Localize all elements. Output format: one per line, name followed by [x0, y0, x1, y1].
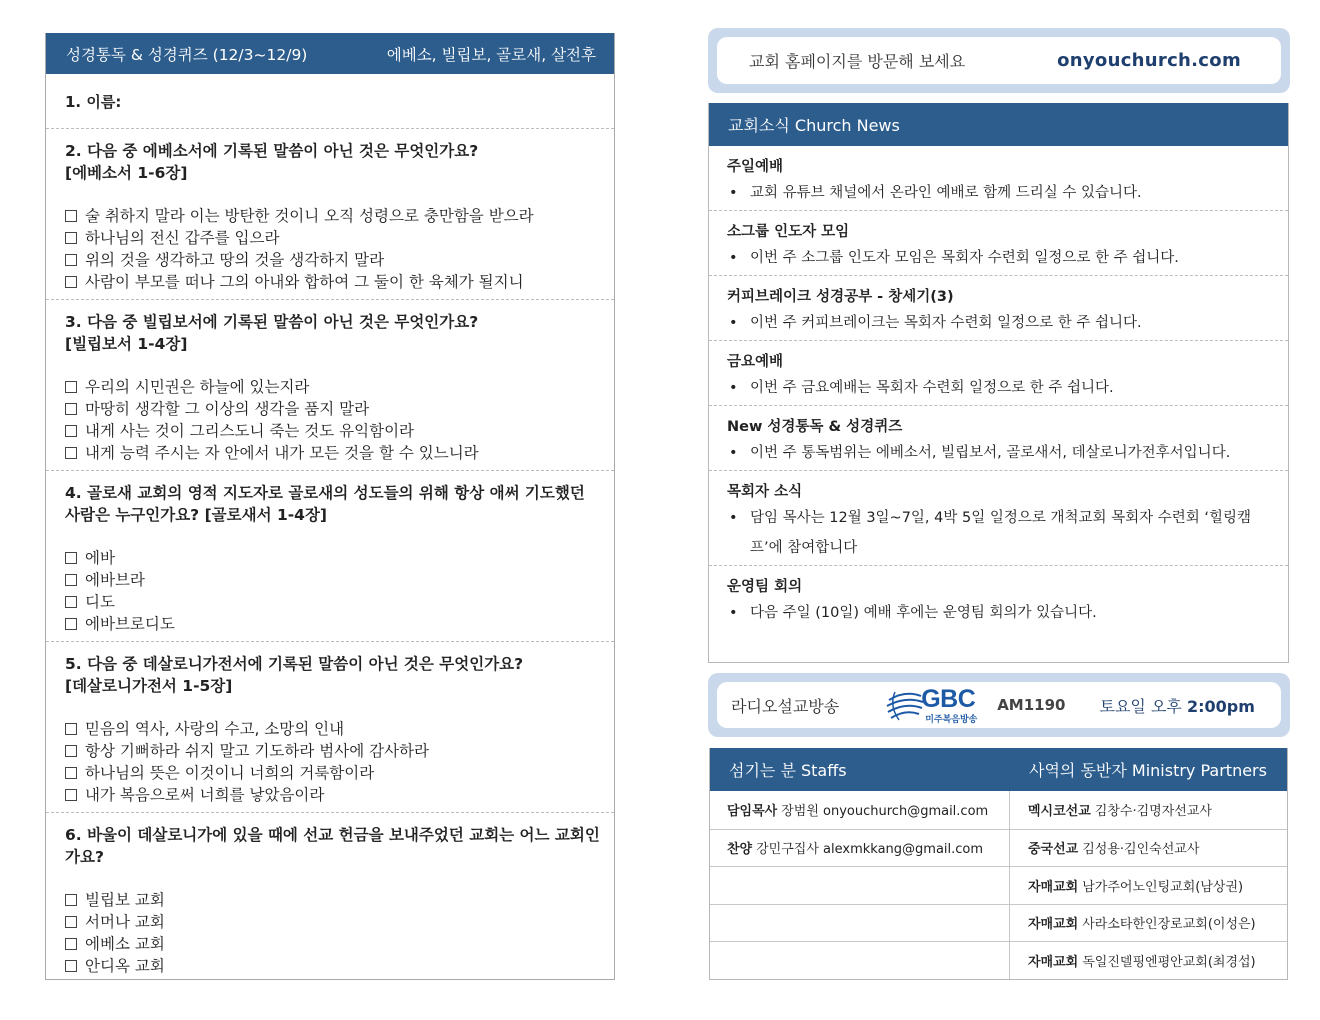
- answer-option[interactable]: [65, 205, 600, 227]
- gbc-logo-subtitle: 미주복음방송: [925, 715, 978, 725]
- partner-role: 중국선교: [1028, 842, 1079, 858]
- news-item-title: 커피브레이크 성경공부 - 창세기(3): [727, 289, 954, 305]
- bible-quiz-panel: [45, 33, 615, 980]
- checkbox-icon[interactable]: [65, 960, 77, 972]
- answer-option[interactable]: [65, 249, 600, 271]
- checkbox-icon[interactable]: [65, 767, 77, 779]
- name-field[interactable]: [46, 74, 614, 129]
- answer-option[interactable]: [65, 613, 600, 635]
- radio-time-prefix: 토요일 오후: [1099, 696, 1187, 716]
- answer-option[interactable]: [65, 889, 600, 911]
- news-header: 교회소식 Church News: [709, 103, 1288, 146]
- partner-detail: 독일진델핑엔평안교회(최경섭): [1082, 954, 1256, 970]
- homepage-banner: [708, 28, 1290, 93]
- answer-option-label: 내게 능력 주시는 자 안에서 내가 모든 것을 할 수 있느니라: [85, 444, 479, 462]
- globe-icon: [885, 686, 925, 724]
- answer-option-label: 하나님의 전신 갑주를 입으라: [85, 229, 280, 247]
- news-item-title: 주일예배: [727, 159, 784, 175]
- gbc-logo-text: GBC: [921, 685, 976, 713]
- news-item-body: • 이번 주 소그룹 인도자 모임은 목회자 수련회 일정으로 한 주 쉽니다.: [727, 243, 1270, 275]
- news-item-title: 금요예배: [727, 354, 784, 370]
- answer-option-label: 위의 것을 생각하고 땅의 것을 생각하지 말라: [85, 251, 385, 269]
- gbc-logo: [885, 686, 989, 724]
- partner-cell: [1010, 830, 1287, 867]
- radio-label: 라디오설교방송: [731, 696, 840, 716]
- checkbox-icon[interactable]: [65, 403, 77, 415]
- news-item-body: • 이번 주 금요예배는 목회자 수련회 일정으로 한 주 쉽니다.: [727, 373, 1270, 405]
- answer-option[interactable]: [65, 591, 600, 613]
- answer-option-label: 내가 복음으로써 너희를 낳았음이라: [85, 786, 325, 804]
- partner-role: 자매교회: [1028, 879, 1079, 895]
- news-item-body: • 다음 주일 (10일) 예배 후에는 운영팀 회의가 있습니다.: [727, 598, 1270, 630]
- news-item: [709, 566, 1288, 630]
- answer-option-label: 빌립보 교회: [85, 891, 165, 909]
- staff-table-header: [710, 748, 1287, 791]
- radio-time: [1100, 694, 1255, 717]
- news-item-body: • 교회 유튜브 채널에서 온라인 예배로 함께 드리실 수 있습니다.: [727, 178, 1270, 210]
- news-item: [709, 471, 1288, 566]
- answer-option[interactable]: [65, 740, 600, 762]
- answer-option-label: 마땅히 생각할 그 이상의 생각을 품지 말라: [85, 400, 370, 418]
- answer-option-label: 우리의 시민권은 하늘에 있는지라: [85, 378, 310, 396]
- checkbox-icon[interactable]: [65, 447, 77, 459]
- question-title: 6. 바울이 데살로니가에 있을 때에 선교 헌금을 보내주었던 교회는 어느 교회인가요?: [65, 826, 600, 866]
- checkbox-icon[interactable]: [65, 210, 77, 222]
- news-item: [709, 146, 1288, 211]
- news-item-title: 소그룹 인도자 모임: [727, 224, 850, 240]
- partner-detail: 김창수·김명자선교사: [1094, 804, 1212, 820]
- answer-option[interactable]: [65, 784, 600, 806]
- staff-cell: [710, 791, 1010, 829]
- table-row: [710, 829, 1287, 867]
- news-item-body: • 이번 주 커피브레이크는 목회자 수련회 일정으로 한 주 쉽니다.: [727, 308, 1270, 340]
- church-news-panel: [708, 103, 1289, 663]
- staff-cell: [710, 905, 1010, 942]
- answer-option-label: 에바브라: [85, 571, 145, 589]
- news-item: [709, 341, 1288, 406]
- name-label: 1. 이름:: [65, 92, 122, 111]
- homepage-link[interactable]: onyouchurch.com: [1057, 50, 1241, 71]
- answer-option[interactable]: [65, 442, 600, 464]
- staff-cell: [710, 867, 1010, 904]
- staff-detail: 장범원 onyouchurch@gmail.com: [781, 804, 989, 820]
- news-item-title: New 성경통독 & 성경퀴즈: [727, 419, 903, 435]
- checkbox-icon[interactable]: [65, 232, 77, 244]
- staff-role: 담임목사: [727, 804, 778, 820]
- homepage-text: 교회 홈페이지를 방문해 보세요: [749, 52, 966, 71]
- answer-option-label: 내게 사는 것이 그리스도니 죽는 것도 유익함이라: [85, 422, 415, 440]
- quiz-question: [46, 129, 614, 300]
- quiz-header-range: 에베소, 빌립보, 골로새, 살전후: [386, 45, 596, 64]
- checkbox-icon[interactable]: [65, 789, 77, 801]
- answer-option[interactable]: [65, 271, 600, 293]
- answer-option[interactable]: [65, 398, 600, 420]
- staff-detail: 강민구집사 alexmkkang@gmail.com: [756, 842, 984, 858]
- quiz-header: [46, 33, 614, 74]
- answer-option-label: 하나님의 뜻은 이것이니 너희의 거룩함이라: [85, 764, 375, 782]
- partner-cell: [1010, 867, 1287, 904]
- staff-table: [709, 748, 1288, 980]
- answer-option[interactable]: [65, 718, 600, 740]
- question-reference: [에베소서 1-6장]: [65, 164, 188, 182]
- checkbox-icon[interactable]: [65, 574, 77, 586]
- question-title: 4. 골로새 교회의 영적 지도자로 골로새의 성도들의 위해 항상 애써 기도했던 사람은 누구인가요? [골로새서 1-4장]: [65, 484, 585, 524]
- checkbox-icon[interactable]: [65, 618, 77, 630]
- checkbox-icon[interactable]: [65, 723, 77, 735]
- checkbox-icon[interactable]: [65, 938, 77, 950]
- partner-role: 자매교회: [1028, 917, 1079, 933]
- radio-time-value: 2:00pm: [1186, 696, 1255, 716]
- answer-option-label: 서머나 교회: [85, 913, 165, 931]
- quiz-question: [46, 813, 614, 983]
- checkbox-icon[interactable]: [65, 916, 77, 928]
- radio-banner: [708, 673, 1290, 737]
- partner-cell: [1010, 942, 1287, 979]
- answer-option-label: 술 취하지 말라 이는 방탄한 것이니 오직 성령으로 충만함을 받으라: [85, 207, 534, 225]
- question-reference: [빌립보서 1-4장]: [65, 335, 188, 353]
- answer-option-label: 디도: [85, 593, 115, 611]
- quiz-question: [46, 642, 614, 813]
- table-row: [710, 866, 1287, 904]
- answer-option-label: 믿음의 역사, 사랑의 수고, 소망의 인내: [85, 720, 345, 738]
- checkbox-icon[interactable]: [65, 381, 77, 393]
- news-item-title: 목회자 소식: [727, 484, 803, 500]
- partner-cell: [1010, 905, 1287, 942]
- news-item-body: • 이번 주 통독범위는 에베소서, 빌립보서, 골로새서, 데살로니가전후서입니다.: [727, 438, 1270, 470]
- table-row: [710, 904, 1287, 942]
- answer-option-label: 에바: [85, 549, 115, 567]
- staff-role: 찬양: [727, 842, 753, 858]
- quiz-header-title: 성경통독 & 성경퀴즈 (12/3~12/9): [66, 45, 308, 64]
- news-item-body: • 담임 목사는 12월 3일~7일, 4박 5일 일정으로 개척교회 목회자 수련회 ‘힐링캠프’에 참여합니다: [727, 503, 1270, 565]
- partner-detail: 남가주어노인팅교회(남상권): [1082, 879, 1244, 895]
- answer-option-label: 에바브로디도: [85, 615, 175, 633]
- answer-option-label: 항상 기뻐하라 쉬지 말고 기도하라 범사에 감사하라: [85, 742, 429, 760]
- table-row: [710, 791, 1287, 829]
- staff-cell: [710, 942, 1010, 979]
- radio-frequency: AM1190: [997, 696, 1066, 714]
- answer-option[interactable]: [65, 911, 600, 933]
- partner-role: 멕시코선교: [1028, 804, 1091, 820]
- table-row: [710, 941, 1287, 979]
- news-item: [709, 276, 1288, 341]
- question-title: 2. 다음 중 에베소서에 기록된 말씀이 아닌 것은 무엇인가요?: [65, 142, 479, 160]
- question-title: 3. 다음 중 빌립보서에 기록된 말씀이 아닌 것은 무엇인가요?: [65, 313, 479, 331]
- answer-option[interactable]: [65, 933, 600, 955]
- news-item: [709, 406, 1288, 471]
- partner-cell: [1010, 791, 1287, 829]
- quiz-question: [46, 300, 614, 471]
- staff-header-right: 사역의 동반자 Ministry Partners: [1029, 761, 1267, 780]
- answer-option[interactable]: [65, 569, 600, 591]
- news-item: [709, 211, 1288, 276]
- quiz-question: [46, 471, 614, 642]
- question-title: 5. 다음 중 데살로니가전서에 기록된 말씀이 아닌 것은 무엇인가요?: [65, 655, 524, 673]
- partner-detail: 사라소타한인장로교회(이성은): [1082, 917, 1256, 933]
- staff-header-left: 섬기는 분 Staffs: [729, 761, 847, 780]
- answer-option-label: 에베소 교회: [85, 935, 165, 953]
- checkbox-icon[interactable]: [65, 425, 77, 437]
- answer-option[interactable]: [65, 420, 600, 442]
- partner-role: 자매교회: [1028, 954, 1079, 970]
- checkbox-icon[interactable]: [65, 596, 77, 608]
- answer-option[interactable]: [65, 376, 600, 398]
- checkbox-icon[interactable]: [65, 254, 77, 266]
- answer-option[interactable]: [65, 762, 600, 784]
- partner-detail: 김성용·김인숙선교사: [1082, 842, 1200, 858]
- answer-option-label: 안디옥 교회: [85, 957, 165, 975]
- checkbox-icon[interactable]: [65, 552, 77, 564]
- answer-option[interactable]: [65, 227, 600, 249]
- answer-option[interactable]: [65, 547, 600, 569]
- answer-option[interactable]: [65, 955, 600, 977]
- question-reference: [데살로니가전서 1-5장]: [65, 677, 233, 695]
- checkbox-icon[interactable]: [65, 745, 77, 757]
- checkbox-icon[interactable]: [65, 894, 77, 906]
- answer-option-label: 사람이 부모를 떠나 그의 아내와 합하여 그 둘이 한 육체가 될지니: [85, 273, 524, 291]
- staff-cell: [710, 830, 1010, 867]
- checkbox-icon[interactable]: [65, 276, 77, 288]
- news-item-title: 운영팀 회의: [727, 579, 803, 595]
